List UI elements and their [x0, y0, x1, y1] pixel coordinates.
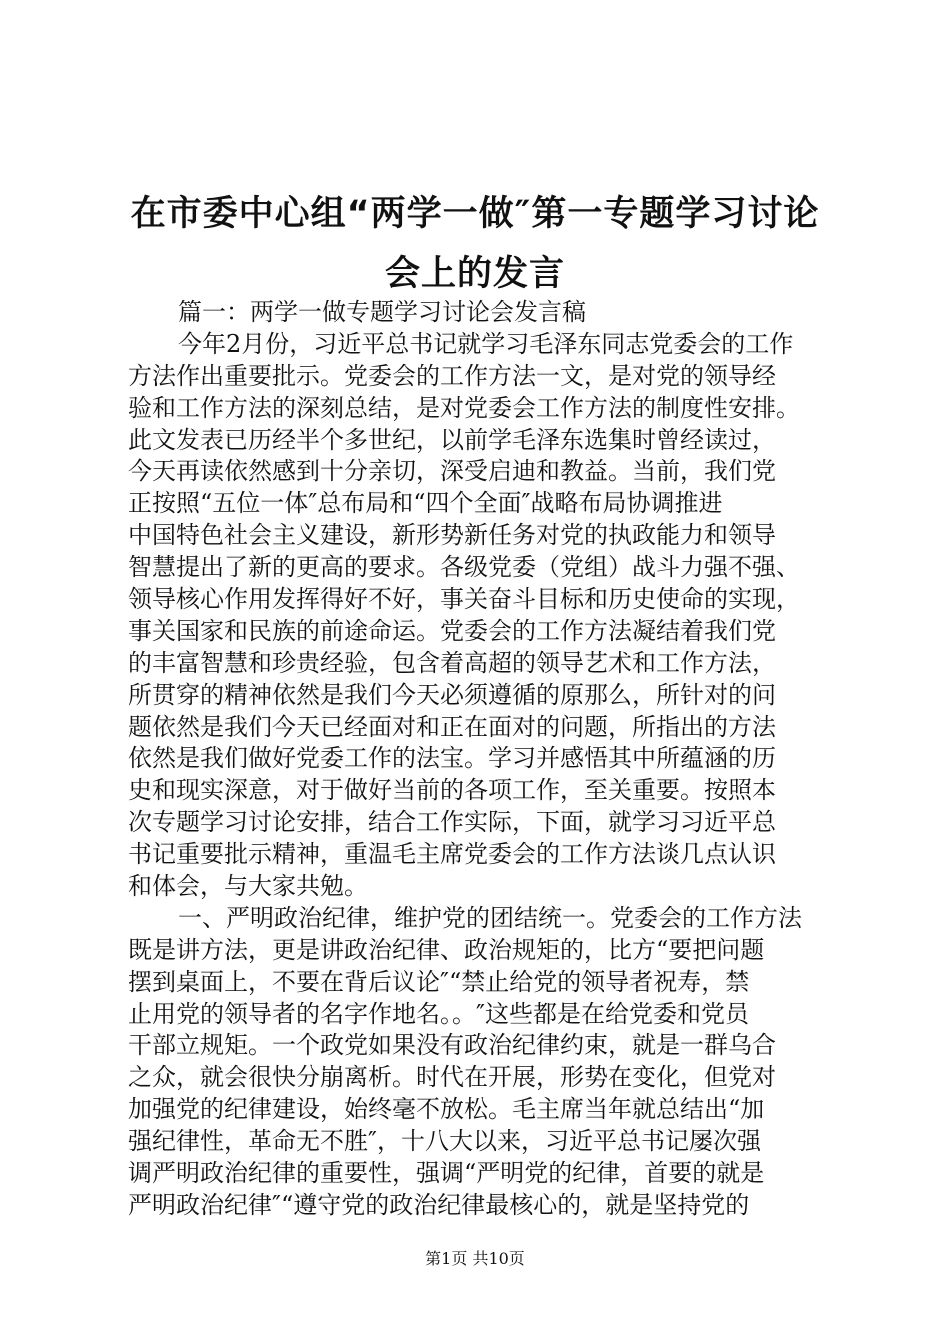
body-text-line: 方法作出重要批示。党委会的工作方法一文，是对党的领导经: [128, 361, 776, 390]
body-text-line: 既是讲方法，更是讲政治纪律、政治规矩的，比方“要把问题: [128, 935, 765, 964]
body-text-line: 依然是我们做好党委工作的法宝。学习并感悟其中所蕴涵的历: [128, 744, 776, 773]
page-footer: 第1页 共10页: [425, 1249, 525, 1268]
body-text-line: 今天再读依然感到十分亲切，深受启迪和教益。当前，我们党: [128, 457, 776, 486]
body-text-line: 事关国家和民族的前途命运。党委会的工作方法凝结着我们党: [128, 616, 776, 645]
body-text-line: 验和工作方法的深刻总结，是对党委会工作方法的制度性安排。: [128, 393, 800, 422]
body-text-line: 严明政治纪律″“遵守党的政治纪律最核心的，就是坚持党的: [128, 1190, 750, 1219]
body-text-line: 加强党的纪律建设，始终毫不放松。毛主席当年就总结出“加: [128, 1095, 765, 1124]
body-text-line: 之众，就会很快分崩离析。时代在开展，形势在变化，但党对: [128, 1063, 776, 1092]
body-text-line: 今年2月份，习近平总书记就学习毛泽东同志党委会的工作: [178, 329, 794, 358]
body-text-line: 领导核心作用发挥得好不好，事关奋斗目标和历史使命的实现，: [128, 585, 800, 614]
body-text-line: 正按照“五位一体″总布局和“四个全面″战略布局协调推进: [128, 489, 723, 518]
document-title-line-1: 在市委中心组“两学一做″第一专题学习讨论: [130, 194, 820, 234]
body-text-line: 次专题学习讨论安排，结合工作实际，下面，就学习习近平总: [128, 808, 776, 837]
body-text-line: 强纪律性，革命无不胜″，十八大以来，习近平总书记屡次强: [128, 1127, 761, 1156]
body-text-line: 摆到桌面上，不要在背后议论″“禁止给党的领导者祝寿，禁: [128, 967, 750, 996]
body-text-line: 书记重要批示精神，重温毛主席党委会的工作方法谈几点认识: [128, 840, 776, 869]
body-text-line: 一、严明政治纪律，维护党的团结统一。党委会的工作方法: [178, 903, 802, 932]
body-text-line: 干部立规矩。一个政党如果没有政治纪律约束，就是一群乌合: [128, 1031, 776, 1060]
body-text-line: 止用党的领导者的名字作地名。。″这些都是在给党委和党员: [128, 999, 749, 1028]
body-text-line: 此文发表已历经半个多世纪，以前学毛泽东选集时曾经读过，: [128, 425, 776, 454]
body-text-line: 的丰富智慧和珍贵经验，包含着高超的领导艺术和工作方法，: [128, 648, 776, 677]
body-text-line: 题依然是我们今天已经面对和正在面对的问题，所指出的方法: [128, 712, 776, 741]
document-body: [128, 297, 834, 1222]
document-title-line-2: 会上的发言: [384, 254, 565, 294]
body-text-line: 所贯穿的精神依然是我们今天必须遵循的原那么，所针对的问: [128, 680, 776, 709]
body-text-line: 智慧提出了新的更高的要求。各级党委（党组）战斗力强不强、: [128, 553, 800, 582]
body-text-line: 调严明政治纪律的重要性，强调“严明党的纪律，首要的就是: [128, 1159, 765, 1188]
body-text-line: 中国特色社会主义建设，新形势新任务对党的执政能力和领导: [128, 521, 776, 550]
body-text-line: 和体会，与大家共勉。: [128, 872, 368, 901]
body-text-line: 篇一：两学一做专题学习讨论会发言稿: [178, 298, 586, 326]
body-text-line: 史和现实深意，对于做好当前的各项工作，至关重要。按照本: [128, 776, 776, 805]
